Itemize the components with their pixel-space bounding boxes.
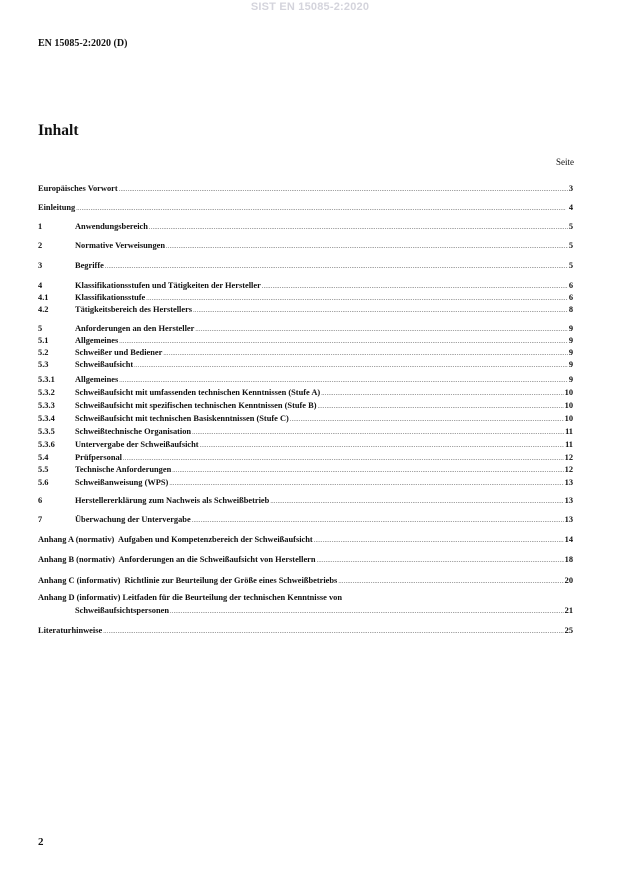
document-header: EN 15085-2:2020 (D) (38, 38, 128, 49)
toc-number: 5 (38, 324, 43, 333)
toc-number: 5.5 (38, 465, 49, 474)
toc-page: 9 (568, 336, 573, 345)
toc-entry[interactable] (38, 495, 573, 508)
toc-entry[interactable] (38, 304, 573, 317)
dot-leader (321, 389, 563, 400)
dot-leader (134, 361, 568, 372)
toc-number: 2 (38, 241, 43, 250)
toc-title: Untervergabe der Schweißaufsicht (75, 440, 199, 449)
dot-leader (314, 536, 564, 547)
toc-page: 10 (564, 401, 573, 410)
toc-page: 13 (564, 478, 573, 487)
toc-number: 5.3.3 (38, 401, 55, 410)
dot-leader (170, 607, 564, 618)
toc-page: 21 (564, 606, 573, 615)
toc-entry[interactable] (38, 374, 573, 387)
toc-title: Einleitung (38, 203, 76, 212)
toc-title: Schweißtechnische Organisation (75, 427, 192, 436)
dot-leader (119, 376, 568, 387)
toc-number: 5.4 (38, 453, 49, 462)
dot-leader (103, 627, 563, 638)
toc-number: 5.3 (38, 360, 49, 369)
dot-leader (193, 306, 568, 317)
toc-page: 9 (568, 360, 573, 369)
dot-leader (76, 204, 568, 215)
toc-title: Europäisches Vorwort (38, 184, 118, 193)
toc-page: 13 (564, 496, 573, 505)
dot-leader (318, 402, 564, 413)
toc-title: Schweißaufsicht mit spezifischen technischen Kenntnissen (Stufe B) (75, 401, 317, 410)
page-title: Inhalt (38, 122, 79, 139)
toc-title: Prüfpersonal (75, 453, 122, 462)
toc-title: Begriffe (75, 261, 104, 270)
dot-leader (119, 185, 568, 196)
toc-page: 5 (568, 241, 573, 250)
toc-entry[interactable] (38, 426, 573, 439)
dot-leader (317, 556, 564, 567)
toc-number: 5.3.4 (38, 414, 55, 423)
toc-entry[interactable] (38, 554, 573, 567)
toc-page: 11 (565, 440, 573, 449)
toc-entry[interactable] (38, 202, 573, 215)
toc-entry[interactable] (38, 575, 573, 588)
dot-leader (169, 479, 563, 490)
toc-number: 5.3.6 (38, 440, 55, 449)
toc-title: Allgemeines (75, 336, 119, 345)
toc-title: Anwendungsbereich (75, 222, 148, 231)
toc-title: Klassifikationsstufen und Tätigkeiten der Hersteller (75, 281, 261, 290)
toc-title: Schweißaufsicht (75, 360, 134, 369)
dot-leader (192, 516, 564, 527)
page-column-label: Seite (556, 157, 574, 167)
toc-title: Literaturhinweise (38, 626, 103, 635)
toc-entry[interactable] (38, 240, 573, 253)
toc-page: 18 (564, 555, 573, 564)
page-number: 2 (38, 836, 44, 848)
toc-page: 11 (565, 427, 573, 436)
toc-entry[interactable] (38, 221, 573, 234)
toc-number: 7 (38, 515, 43, 524)
toc-entry[interactable] (38, 534, 573, 547)
toc-page: 12 (564, 453, 573, 462)
toc-title: Schweißaufsicht mit technischen Basiskenntnissen (Stufe C) (75, 414, 289, 423)
toc-entry[interactable] (38, 439, 573, 452)
toc-page: 5 (568, 261, 573, 270)
dot-leader (149, 223, 568, 234)
toc-title: Anhang A (normativ) Aufgaben und Kompetenzbereich der Schweißaufsicht (38, 535, 313, 544)
dot-leader (200, 441, 564, 452)
toc-number: 5.3.2 (38, 388, 55, 397)
toc-number: 1 (38, 222, 43, 231)
toc-title: Technische Anforderungen (75, 465, 172, 474)
toc-entry-literature[interactable] (38, 625, 573, 638)
dot-leader (166, 242, 568, 253)
dot-leader (270, 497, 563, 508)
toc-title: Überwachung der Untervergabe (75, 515, 191, 524)
toc-number: 4.1 (38, 293, 49, 302)
toc-entry[interactable] (38, 359, 573, 372)
toc-entry[interactable] (38, 514, 573, 527)
toc-number: 3 (38, 261, 43, 270)
toc-page: 10 (564, 388, 573, 397)
toc-page: 9 (568, 375, 573, 384)
dot-leader (105, 262, 568, 273)
toc-page: 12 (564, 465, 573, 474)
toc-page: 25 (564, 626, 573, 635)
toc-title: Allgemeines (75, 375, 119, 384)
toc-page: 6 (568, 293, 573, 302)
toc-entry[interactable] (38, 183, 573, 196)
toc-title: Herstellererklärung zum Nachweis als Schweißbetrieb (75, 496, 270, 505)
toc-number: 4.2 (38, 305, 49, 314)
toc-title: Anforderungen an den Hersteller (75, 324, 195, 333)
toc-page: 13 (564, 515, 573, 524)
toc-number: 6 (38, 496, 43, 505)
dot-leader (338, 577, 563, 588)
toc-title: Schweißer und Bediener (75, 348, 163, 357)
toc-number: 5.1 (38, 336, 49, 345)
toc-page: 9 (568, 348, 573, 357)
toc-title: Tätigkeitsbereich des Herstellers (75, 305, 193, 314)
toc-entry[interactable] (38, 260, 573, 273)
toc-number: 5.2 (38, 348, 49, 357)
toc-title: Klassifikationsstufe (75, 293, 146, 302)
toc-page: 14 (564, 535, 573, 544)
toc-page: 5 (568, 222, 573, 231)
toc-title: Anhang C (informativ) Richtlinie zur Beurteilung der Größe eines Schweißbetriebs (38, 576, 338, 585)
dot-leader (192, 428, 564, 439)
toc-page: 10 (564, 414, 573, 423)
toc-page: 3 (568, 184, 573, 193)
toc-number: 5.6 (38, 478, 49, 487)
toc-number: 5.3.5 (38, 427, 55, 436)
dot-leader (172, 466, 563, 477)
toc-title: Schweißanweisung (WPS) (75, 478, 169, 487)
toc-entry[interactable] (38, 400, 573, 413)
toc-entry[interactable] (38, 387, 573, 400)
toc-page: 8 (568, 305, 573, 314)
toc-page: 20 (564, 576, 573, 585)
toc-number: 5.3.1 (38, 375, 55, 384)
toc-entry[interactable] (38, 464, 573, 477)
toc-number: 4 (38, 281, 43, 290)
dot-leader (290, 415, 564, 426)
toc-title: Schweißaufsichtspersonen (75, 606, 169, 615)
toc-entry-annex-d-line1[interactable]: Anhang D (informativ) Leitfaden für die Beurteilung der technischen Kenntnisse von (38, 593, 342, 602)
toc-title: Schweißaufsicht mit umfassenden technischen Kenntnissen (Stufe A) (75, 388, 321, 397)
toc-entry[interactable] (38, 477, 573, 490)
watermark: SIST EN 15085-2:2020 (250, 1, 370, 13)
toc-page: 4 (568, 203, 573, 212)
toc-entry-annex-d[interactable] (75, 605, 573, 618)
toc-page: 6 (568, 281, 573, 290)
toc-title: Normative Verweisungen (75, 241, 166, 250)
toc-title: Anhang B (normativ) Anforderungen an die Schweißaufsicht von Herstellern (38, 555, 316, 564)
toc-entry[interactable] (38, 413, 573, 426)
toc-page: 9 (568, 324, 573, 333)
